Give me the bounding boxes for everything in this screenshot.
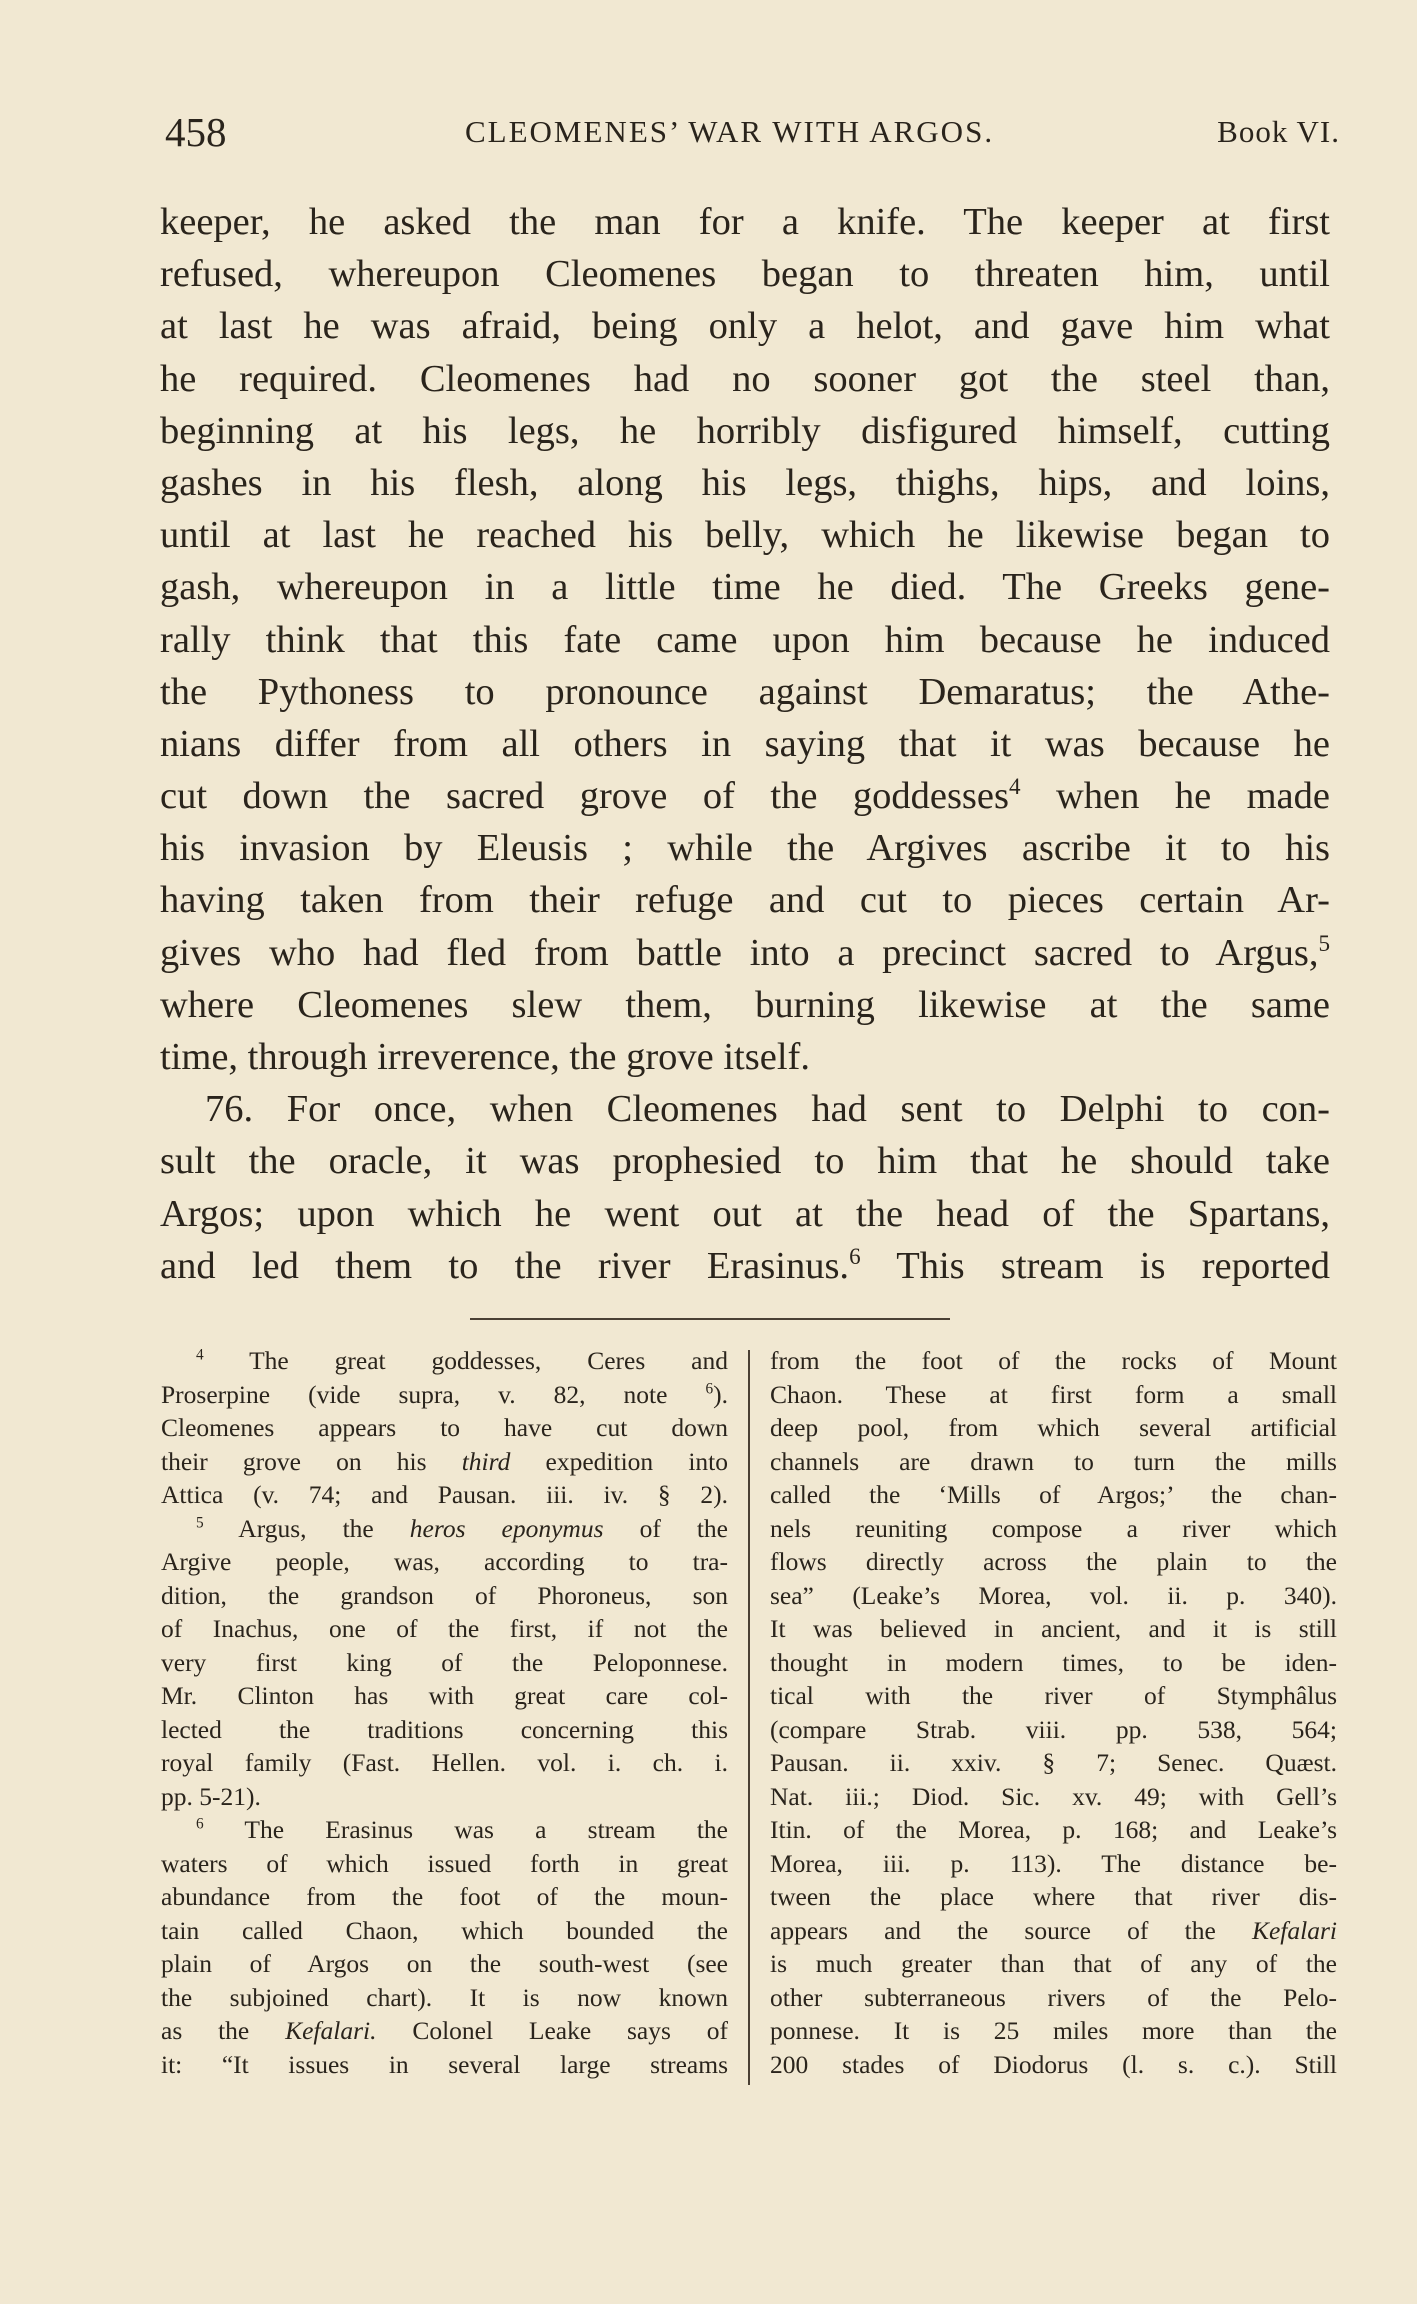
text-fragment: Argus, the [238,1513,374,1543]
text-line: refused, whereupon Cleomenes began to threaten him, until [160,253,1330,296]
footnote-line: sea” (Leake’s Morea, vol. ii. p. 340). [770,1580,1337,1610]
footnote-line: It was believed in ancient, and it is still [770,1614,1337,1643]
footnote-line: tical with the river of Stymphâlus [770,1681,1337,1710]
text-line: nians differ from all others in saying that it was because he [160,722,1330,765]
footnote-marker: 4 [196,1346,204,1364]
footnote-line: royal family (Fast. Hellen. vol. i. ch. i. [161,1748,728,1777]
column-divider [748,1350,750,2085]
footnote-line: channels are drawn to turn the mills [770,1446,1337,1476]
running-header [165,108,1340,158]
footnote-line [161,1378,728,1412]
footnote-line: from the foot of the rocks of Mount [770,1346,1337,1375]
text-fragment: and led them to the river Erasinus. [160,1244,850,1287]
italic-text: heros eponymus [409,1513,604,1543]
text-line: where Cleomenes slew them, burning likewise at the same [160,983,1330,1026]
page-number: 458 [165,109,227,155]
footnote-line: Cleomenes appears to have cut down [161,1413,728,1442]
text-line: gashes in his flesh, along his legs, thighs, hips, and loins, [160,461,1330,504]
running-title: CLEOMENES’ WAR WITH ARGOS. [465,114,995,149]
footnote-marker: 6 [705,1380,714,1397]
text-line: keeper, he asked the man for a knife. The keeper at first [160,201,1330,243]
text-line: rally think that this fate came upon him because he induced [160,618,1330,661]
footnote-marker: 5 [196,1514,204,1531]
footnote-line: other subterraneous rivers of the Pelo- [770,1982,1337,2012]
text-fragment: when he made [1055,775,1330,818]
footnote-ref[interactable]: 6 [849,1242,861,1269]
footnotes-right-column [770,1344,1337,2081]
italic-text: third [461,1446,511,1476]
text-fragment: appears and the source of the [770,1915,1216,1945]
text-fragment: expedition into [545,1446,729,1476]
text-fragment: as the [161,2016,250,2045]
footnote-line: waters of which issued forth in great [161,1848,728,1878]
footnote-line: Argive people, was, according to tra- [161,1547,728,1576]
footnote-line: nels reuniting compose a river which [770,1513,1337,1543]
text-fragment: Colonel Leake says of [412,2016,729,2045]
footnote-line: lected the traditions concerning this [161,1714,728,1744]
footnote-line: Pausan. ii. xxiv. § 7; Senec. Quæst. [770,1748,1337,1777]
text-fragment: their grove on his [161,1446,427,1476]
text-line: gash, whereupon in a little time he died. The Greeks gene- [160,566,1330,609]
footnote-line: thought in modern times, to be iden- [770,1647,1337,1677]
text-fragment: ). [713,1379,729,1409]
footnote-line: 200 stades of Diodorus (l. s. c.). Still [770,2049,1337,2079]
footnote-line [161,1813,728,1847]
main-text [160,196,1330,1292]
text-line: the Pythoness to pronounce against Demaratus; the Athe- [160,670,1330,713]
footnote-line: flows directly across the plain to the [770,1547,1337,1576]
text-fragment: gives who had fled from battle into a precinct sacred to Argus, [160,931,1319,974]
italic-text: Kefalari [1251,1915,1337,1945]
footnote-line [161,1344,728,1378]
footnote-line: dition, the grandson of Phoroneus, son [161,1580,728,1610]
text-fragment: cut down the sacred grove of the goddesses [160,775,1009,818]
italic-text: Kefalari. [285,2016,377,2045]
text-fragment: The great goddesses, Ceres and [249,1346,728,1375]
text-fragment: of the [639,1513,728,1543]
text-line [160,1240,1330,1292]
text-line: 76. For once, when Cleomenes had sent to Delphi to con- [205,1088,1330,1131]
footnote-line: the subjoined chart). It is now known [161,1982,728,2012]
text-line [160,927,1330,979]
text-line: having taken from their refuge and cut to pieces certain Ar- [160,879,1330,922]
footnote-line: Itin. of the Morea, p. 168; and Leake’s [770,1815,1337,1844]
text-line: sult the oracle, it was prophesied to him that he should take [160,1140,1330,1183]
text-line: Argos; upon which he went out at the head of the Spartans, [160,1192,1330,1235]
footnote-line: tain called Chaon, which bounded the [161,1915,728,1945]
footnote-line: Chaon. These at first form a small [770,1379,1337,1409]
footnote-line: deep pool, from which several artificial [770,1413,1337,1442]
footnote-line: called the ‘Mills of Argos;’ the chan- [770,1480,1337,1509]
footnote-line: abundance from the foot of the moun- [161,1882,728,1911]
footnote-line: (compare Strab. viii. pp. 538, 564; [770,1714,1337,1744]
footnote-line: is much greater than that of any of the [770,1949,1337,1978]
footnote-line [161,1512,728,1546]
footnote-line: Mr. Clinton has with great care col- [161,1681,728,1710]
text-fragment: This stream is reported [896,1244,1330,1287]
text-line: until at last he reached his belly, which he likewise began to [160,514,1330,557]
footnote-line [161,2014,728,2048]
footnote-line: Nat. iii.; Diod. Sic. xv. 49; with Gell’s [770,1781,1337,1811]
footnote-line: tween the place where that river dis- [770,1882,1337,1911]
text-fragment: Proserpine (vide supra, v. 82, note [161,1379,668,1409]
text-line: his invasion by Eleusis ; while the Argives ascribe it to his [160,827,1330,870]
text-line: at last he was afraid, being only a helot, and gave him what [160,305,1330,348]
footnote-line [770,1914,1337,1948]
footnote-line: very first king of the Peloponnese. [161,1647,728,1677]
footnote-line: plain of Argos on the south-west (see [161,1949,728,1978]
text-line: beginning at his legs, he horribly disfigured himself, cutting [160,409,1330,452]
book-label: Book VI. [1217,114,1340,149]
footnote-line: pp. 5-21). [161,1781,261,1811]
text-line: time, through irreverence, the grove itself. [160,1036,810,1078]
footnote-line: of Inachus, one of the first, if not the [161,1614,728,1643]
footnote-divider [470,1318,950,1320]
footnote-line: ponnese. It is 25 miles more than the [770,2016,1337,2045]
footnote-ref[interactable]: 4 [1008,773,1021,800]
text-fragment: The Erasinus was a stream the [244,1815,728,1844]
footnote-line: Morea, iii. p. 113). The distance be- [770,1848,1337,1878]
footnote-line: Attica (v. 74; and Pausan. iii. iv. § 2). [161,1480,728,1509]
footnote-ref[interactable]: 5 [1318,929,1330,956]
footnotes-left-column [161,1344,728,2081]
footnote-marker: 6 [196,1815,204,1833]
footnote-line [161,1445,728,1479]
footnote-line: it: “It issues in several large streams [161,2049,728,2079]
text-line: he required. Cleomenes had no sooner got the steel than, [160,357,1330,400]
text-line [160,770,1330,822]
